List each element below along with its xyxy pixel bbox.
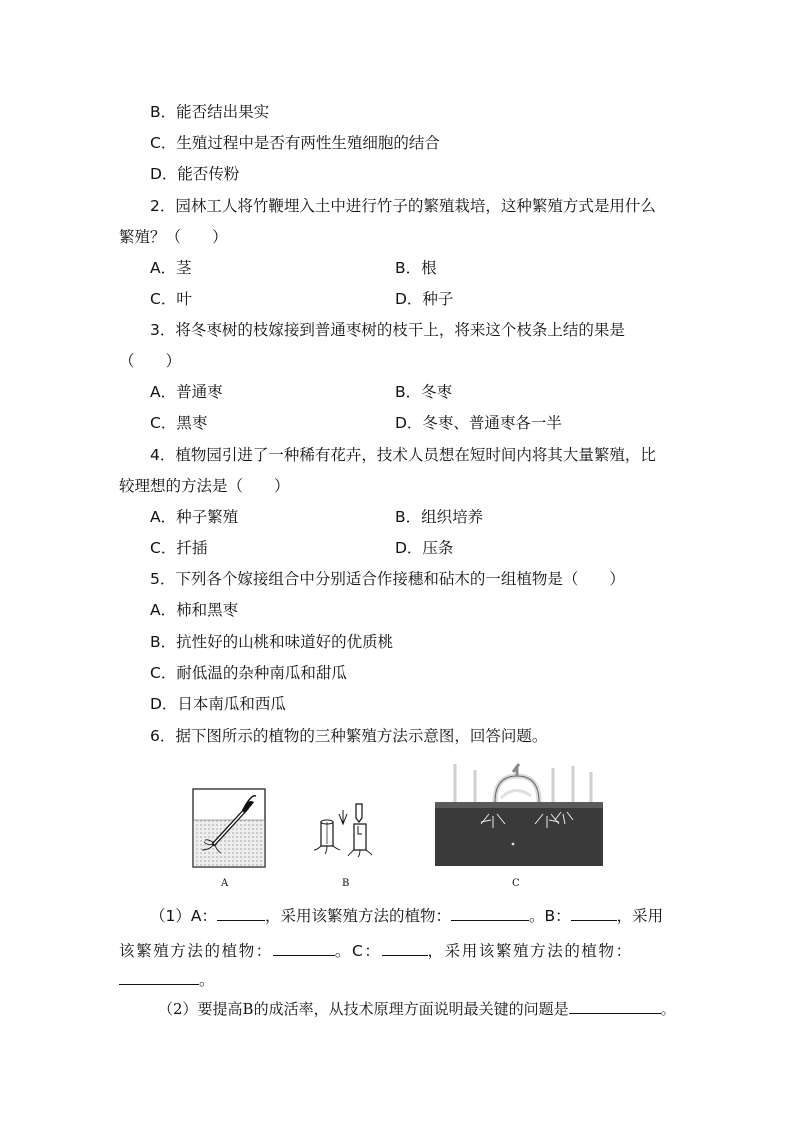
q2-option-a: A．茎: [150, 259, 192, 277]
q2-option-c: C．叶: [150, 290, 192, 308]
answer-blank-c-plant[interactable]: [119, 968, 199, 985]
figure-b-label: B: [342, 878, 350, 889]
q5-option-d: D．日本南瓜和西瓜: [150, 695, 286, 713]
answer-blank-b-plant[interactable]: [273, 939, 335, 956]
part1-text-end: ，采用: [616, 907, 664, 925]
part2-text: （2）要提高B的成活率，从技术原理方面说明最关键的问题是: [158, 1000, 569, 1018]
answer-blank-a-method[interactable]: [217, 904, 265, 921]
q3-option-a: A．普通枣: [150, 383, 223, 401]
q1-option-d: D．能否传粉: [150, 165, 240, 183]
q1-option-b: B．能否结出果实: [150, 103, 270, 121]
q4-option-a: A．种子繁殖: [150, 508, 239, 526]
q2-stem-line2: 繁殖？（ ）: [119, 228, 228, 246]
q5-option-c: C．耐低温的杂种南瓜和甜瓜: [150, 664, 347, 682]
q3-stem-line2: （ ）: [119, 352, 182, 370]
q6-part1-line1: [150, 904, 663, 926]
part2-end: 。: [660, 1000, 676, 1018]
part1-text: ，采用该繁殖方法的植物：: [264, 907, 451, 925]
q2-stem-line1: 2．园林工人将竹鞭埋入土中进行竹子的繁殖栽培，这种繁殖方式是用什么: [150, 197, 656, 215]
q4-option-b: B．组织培养: [395, 508, 484, 526]
figure-a-cutting: [192, 788, 266, 868]
answer-blank-b-method[interactable]: [571, 904, 617, 921]
figure-c-layering: [435, 762, 603, 866]
q5-option-a: A．柿和黑枣: [150, 601, 239, 619]
part1-text-b: 。B：: [528, 907, 571, 925]
q3-option-c: C．黑枣: [150, 414, 208, 432]
q3-option-d: D．冬枣、普通枣各一半: [395, 414, 562, 432]
part1-prefix: （1）A：: [150, 907, 217, 925]
part1-line2-end: ，采用该繁殖方法的植物：: [427, 942, 633, 960]
q3-option-b: B．冬枣: [395, 383, 453, 401]
q3-stem-line1: 3．将冬枣树的枝嫁接到普通枣树的枝干上，将来这个枝条上结的果是: [150, 321, 625, 339]
q2-option-d: D．种子: [395, 290, 454, 308]
q5-stem: 5．下列各个嫁接组合中分别适合作接穗和砧木的一组植物是（ ）: [150, 570, 625, 588]
q2-option-b: B．根: [395, 259, 437, 277]
answer-blank-a-plant[interactable]: [451, 904, 529, 921]
part1-line2-text: 该繁殖方法的植物：: [119, 942, 273, 960]
q6-part2: [158, 997, 676, 1019]
figure-a-label: A: [221, 878, 229, 889]
q4-option-d: D．压条: [395, 539, 454, 557]
q4-option-c: C．扦插: [150, 539, 208, 557]
q4-stem-line1: 4．植物园引进了一种稀有花卉，技术人员想在短时间内将其大量繁殖，比: [150, 446, 656, 464]
answer-blank-part2[interactable]: [569, 997, 661, 1014]
q1-option-c: C．生殖过程中是否有两性生殖细胞的结合: [150, 134, 440, 152]
q4-stem-line2: 较理想的方法是（ ）: [119, 477, 290, 495]
figure-b-grafting: [314, 800, 374, 862]
part1-line2-c: 。C：: [334, 942, 382, 960]
q5-option-b: B．抗性好的山桃和味道好的优质桃: [150, 633, 394, 651]
q6-part1-line3: [119, 968, 215, 990]
q6-part1-line2: [119, 939, 633, 961]
answer-blank-c-method[interactable]: [382, 939, 428, 956]
figure-c-label: C: [512, 878, 520, 889]
q6-stem: 6．据下图所示的植物的三种繁殖方法示意图，回答问题。: [150, 727, 548, 745]
part1-line3-end: 。: [199, 971, 215, 989]
